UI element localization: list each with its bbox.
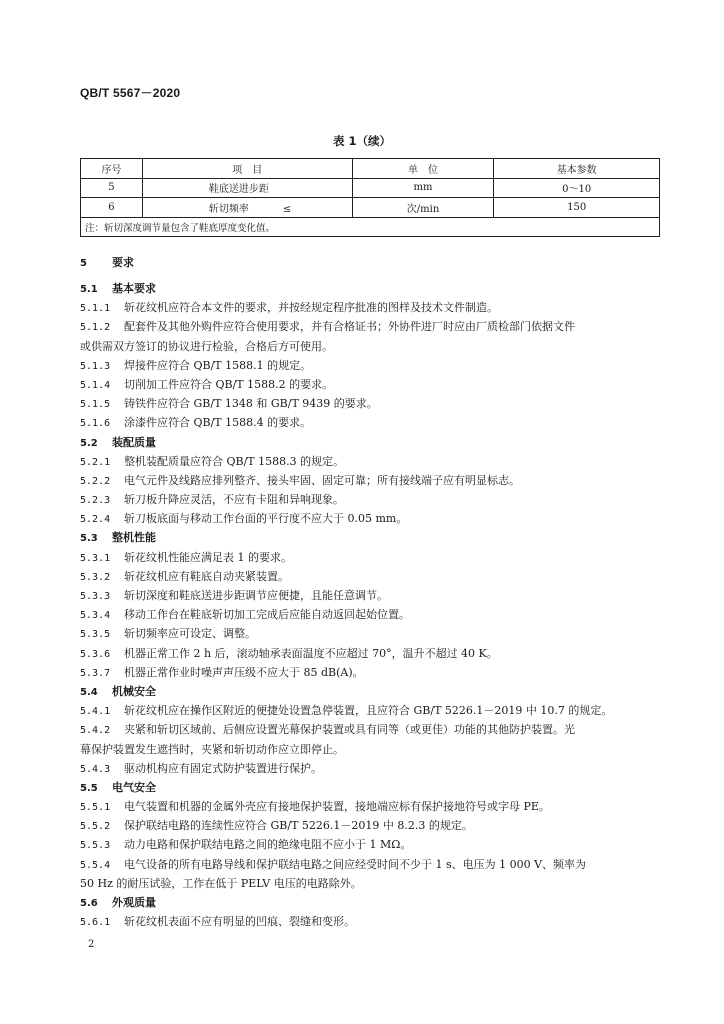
clause-text: 斩花纹机表面不应有明显的凹痕、裂缝和变形。 xyxy=(124,915,355,929)
table-header-row xyxy=(81,159,660,179)
clause-text: 动力电路和保护联结电路之间的绝缘电阻不应小于 1 MΩ。 xyxy=(124,838,412,852)
clause-number: 5.6.1 xyxy=(80,917,111,929)
clause-text: 机器正常工作 2 h 后，滚动轴承表面温度不应超过 70°，温升不超过 40 K。 xyxy=(124,646,498,660)
clause-number: 5.1.6 xyxy=(80,418,111,430)
clause-text: 移动工作台在鞋底斩切加工完成后应能自动返回起始位置。 xyxy=(124,608,410,622)
clause-continuation xyxy=(80,740,660,759)
clause-text: 50 Hz 的耐压试验，工作在低于 PELV 电压的电路除外。 xyxy=(80,876,362,890)
clause-text: 保护联结电路的连续性应符合 GB/T 5226.1－2019 中 8.2.3 的规定。 xyxy=(124,819,473,833)
clause-number: 5.1.2 xyxy=(80,322,111,334)
table-row xyxy=(81,178,660,198)
clause-line xyxy=(80,644,660,663)
clause-text: 电气装置和机器的金属外壳应有接地保护装置，接地端应标有保护接地符号或字母 PE。 xyxy=(124,800,550,814)
clause-number: 5.5.3 xyxy=(80,840,111,852)
heading-title: 要求 xyxy=(112,256,134,269)
clause-number: 5.3.7 xyxy=(80,667,111,679)
table-note-row xyxy=(81,217,660,237)
section-heading xyxy=(80,528,660,547)
heading-title: 机械安全 xyxy=(112,684,156,698)
clause-text: 铸铁件应符合 GB/T 1348 和 GB/T 9439 的要求。 xyxy=(124,397,378,411)
clause-continuation xyxy=(80,874,660,893)
heading-title: 装配质量 xyxy=(112,435,156,449)
clause-line xyxy=(80,855,660,874)
parameter-table xyxy=(80,158,660,237)
clause-number: 5.4.3 xyxy=(80,763,111,775)
clause-text: 斩刀板底面与移动工作台面的平行度不应大于 0.05 mm。 xyxy=(124,512,408,526)
column-header: 项 目 xyxy=(142,159,352,179)
heading-title: 电气安全 xyxy=(112,780,156,794)
clause-text: 幕保护装置发生遮挡时，夹紧和斩切动作应立即停止。 xyxy=(80,742,344,756)
clause-number: 5.4.1 xyxy=(80,706,111,718)
row-item-symbol: ≤ xyxy=(282,203,292,215)
clause-text: 夹紧和斩切区域前、后侧应设置光幕保护装置或具有同等（或更佳）功能的其他防护装置。光 xyxy=(124,723,575,737)
clause-number: 5.3.4 xyxy=(80,610,111,622)
row-item-label: 鞋底送进步距 xyxy=(208,184,269,196)
clause-number: 5.1.1 xyxy=(80,303,111,315)
clause-number: 5.3.2 xyxy=(80,571,111,583)
clause-line xyxy=(80,298,660,317)
table-caption: 表 1（续） xyxy=(332,134,391,148)
row-value: 150 xyxy=(494,198,660,218)
clause-line xyxy=(80,816,660,835)
requirements-body xyxy=(80,253,660,931)
heading-number: 5.1 xyxy=(80,284,98,295)
heading-number: 5 xyxy=(80,258,87,269)
clause-text: 驱动机构应有固定式防护装置进行保护。 xyxy=(124,761,322,775)
clause-text: 或供需双方签订的协议进行检验，合格后方可使用。 xyxy=(80,339,333,353)
heading-number: 5.4 xyxy=(80,686,98,698)
column-header: 序号 xyxy=(81,159,143,179)
heading-title: 外观质量 xyxy=(112,896,156,909)
section-heading xyxy=(80,433,660,452)
row-item xyxy=(142,198,352,218)
row-number: 5 xyxy=(81,178,143,198)
clause-number: 5.2.3 xyxy=(80,495,111,507)
clause-text: 配套件及其他外购件应符合使用要求，并有合格证书；外协件进厂时应由厂质检部门依据文件 xyxy=(124,320,575,334)
table-note: 注：斩切深度调节量包含了鞋底厚度变化值。 xyxy=(81,217,660,237)
document-id: QB/T 5567－2020 xyxy=(80,86,181,100)
heading-number: 5.3 xyxy=(80,533,98,545)
row-number: 6 xyxy=(81,198,143,218)
clause-continuation xyxy=(80,337,660,356)
column-header: 基本参数 xyxy=(494,159,660,179)
row-unit: mm xyxy=(352,178,494,198)
clause-number: 5.3.6 xyxy=(80,648,111,660)
clause-line xyxy=(80,720,660,739)
page-number: 2 xyxy=(88,939,95,950)
clause-text: 斩刀板升降应灵活，不应有卡阻和异响现象。 xyxy=(124,493,344,507)
clause-line xyxy=(80,394,660,413)
clause-line xyxy=(80,759,660,778)
column-header: 单 位 xyxy=(352,159,494,179)
row-item xyxy=(142,178,352,198)
clause-line xyxy=(80,509,660,528)
clause-line xyxy=(80,356,660,375)
clause-text: 斩切深度和鞋底送进步距调节应便捷，且能任意调节。 xyxy=(124,589,388,602)
clause-text: 焊接件应符合 QB/T 1588.1 的规定。 xyxy=(124,358,312,372)
clause-line xyxy=(80,797,660,816)
clause-text: 斩花纹机应有鞋底自动夹紧装置。 xyxy=(124,569,289,583)
clause-number: 5.2.4 xyxy=(80,514,111,526)
clause-text: 涂漆件应符合 QB/T 1588.4 的要求。 xyxy=(124,416,312,430)
clause-text: 电气元件及线路应排列整齐、接头牢固、固定可靠；所有接线端子应有明显标志。 xyxy=(124,473,520,487)
clause-number: 5.2.2 xyxy=(80,475,111,487)
clause-line xyxy=(80,912,660,931)
clause-number: 5.3.3 xyxy=(80,591,111,602)
clause-number: 5.3.5 xyxy=(80,629,111,641)
clause-line xyxy=(80,413,660,432)
heading-number: 5.6 xyxy=(80,898,98,909)
heading-number: 5.5 xyxy=(80,782,98,794)
clause-line xyxy=(80,586,660,605)
clause-text: 斩花纹机应在操作区附近的便捷处设置急停装置，且应符合 GB/T 5226.1－2019 中 10.7 的规定。 xyxy=(124,704,613,718)
clause-text: 电气设备的所有电路导线和保护联结电路之间应经受时间不少于 1 s、电压为 1 000 V、频率为 xyxy=(124,857,587,871)
clause-text: 斩花纹机性能应满足表 1 的要求。 xyxy=(124,550,292,564)
clause-line xyxy=(80,567,660,586)
section-heading xyxy=(80,682,660,701)
chapter-heading xyxy=(80,253,660,279)
heading-title: 基本要求 xyxy=(112,282,156,295)
clause-number: 5.1.3 xyxy=(80,360,111,372)
clause-number: 5.4.2 xyxy=(80,725,111,737)
heading-title: 整机性能 xyxy=(112,531,156,545)
clause-line xyxy=(80,375,660,394)
clause-text: 切削加工件应符合 QB/T 1588.2 的要求。 xyxy=(124,377,334,391)
clause-number: 5.5.2 xyxy=(80,821,111,833)
clause-line xyxy=(80,548,660,567)
clause-text: 斩切频率应可设定、调整。 xyxy=(124,627,256,641)
clause-text: 整机装配质量应符合 QB/T 1588.3 的规定。 xyxy=(124,454,345,468)
clause-text: 机器正常作业时噪声声压级不应大于 85 dB(A)。 xyxy=(124,665,364,679)
clause-number: 5.2.1 xyxy=(80,456,111,468)
section-heading xyxy=(80,893,660,912)
clause-line xyxy=(80,317,660,336)
clause-line xyxy=(80,663,660,682)
clause-number: 5.5.4 xyxy=(80,859,111,871)
clause-line xyxy=(80,605,660,624)
heading-number: 5.2 xyxy=(80,437,98,449)
clause-number: 5.5.1 xyxy=(80,802,111,814)
section-heading xyxy=(80,279,660,298)
table-row xyxy=(81,198,660,218)
clause-number: 5.1.5 xyxy=(80,399,111,411)
clause-number: 5.3.1 xyxy=(80,552,111,564)
row-item-label: 斩切频率 xyxy=(208,203,249,215)
clause-number: 5.1.4 xyxy=(80,379,111,391)
row-unit: 次/min xyxy=(352,198,494,218)
clause-line xyxy=(80,624,660,643)
clause-text: 斩花纹机应符合本文件的要求，并按经规定程序批准的图样及技术文件制造。 xyxy=(124,301,498,315)
clause-line xyxy=(80,490,660,509)
clause-line xyxy=(80,452,660,471)
clause-line xyxy=(80,835,660,854)
clause-line xyxy=(80,471,660,490)
row-value: 0～10 xyxy=(494,178,660,198)
section-heading xyxy=(80,778,660,797)
clause-line xyxy=(80,701,660,720)
